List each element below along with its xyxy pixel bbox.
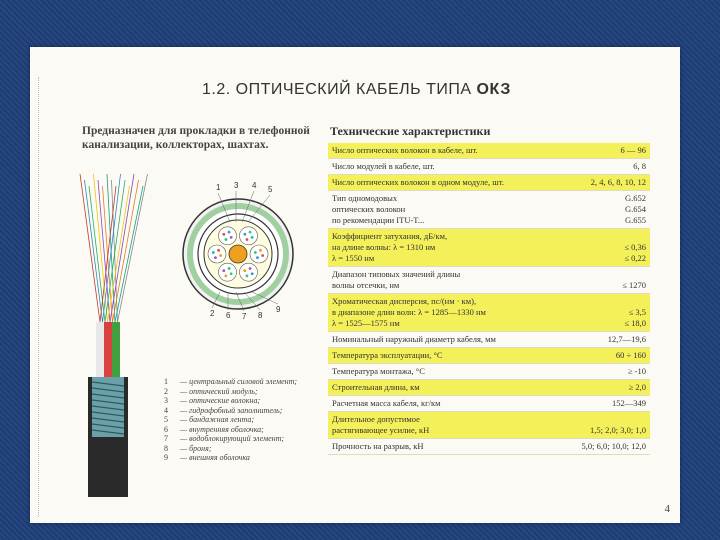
legend-item bbox=[164, 434, 324, 444]
legend-text: — оптический модуль; bbox=[180, 386, 258, 396]
module-green bbox=[112, 322, 120, 377]
spec-label: Длительное допустимое растягивающее усилие, кН bbox=[332, 414, 430, 435]
legend-number: 7 bbox=[164, 434, 168, 443]
legend-number: 4 bbox=[164, 405, 168, 415]
fiber-dot bbox=[246, 238, 249, 241]
callout-number: 7 bbox=[242, 312, 247, 321]
spec-row bbox=[328, 439, 650, 455]
fiber-dot bbox=[259, 249, 262, 252]
spec-value: 6, 8 bbox=[633, 161, 646, 171]
spec-row bbox=[328, 332, 650, 348]
legend bbox=[164, 377, 324, 463]
legend-item bbox=[164, 406, 324, 416]
spec-label: Число модулей в кабеле, шт. bbox=[332, 161, 435, 171]
spec-value: 60 ÷ 160 bbox=[615, 350, 646, 360]
legend-item bbox=[164, 387, 324, 397]
legend-text: — гидрофобный заполнитель; bbox=[180, 405, 283, 415]
optical-module bbox=[219, 263, 237, 281]
legend-number: 1 bbox=[164, 377, 168, 386]
spec-label: Строительная длина, км bbox=[332, 382, 420, 392]
fiber-dot bbox=[225, 274, 228, 277]
optical-module bbox=[250, 245, 268, 263]
spec-label: Температура монтажа, °С bbox=[332, 366, 425, 376]
fiber-line bbox=[103, 174, 121, 322]
spec-label: Температура эксплуатации, °С bbox=[332, 350, 443, 360]
legend-number: 3 bbox=[164, 396, 168, 405]
spec-value: ≥ 2,0 bbox=[628, 382, 646, 392]
fiber-dot bbox=[219, 254, 222, 257]
cross-section-diagram bbox=[170, 182, 310, 322]
optical-module bbox=[219, 227, 237, 245]
legend-number: 6 bbox=[164, 424, 168, 434]
fiber-dot bbox=[222, 233, 225, 236]
spec-label: Число оптических волокон в кабеле, шт. bbox=[332, 145, 478, 155]
spec-row bbox=[328, 412, 650, 439]
spec-value: 2, 4, 6, 8, 10, 12 bbox=[590, 177, 646, 187]
spec-row bbox=[328, 175, 650, 191]
fiber-line bbox=[113, 180, 139, 322]
callout-number: 3 bbox=[234, 182, 239, 190]
spec-value: 5,0; 6,0; 10,0; 12,0 bbox=[581, 441, 646, 451]
spec-value: ≥ -10 bbox=[627, 366, 646, 376]
spec-label: Диапазон типовых значений длины волны отсечки, нм bbox=[332, 269, 461, 290]
legend-item bbox=[164, 415, 324, 425]
intro-text: Предназначен для прокладки в телефонной канализации, коллекторах, шахтах. bbox=[82, 125, 310, 151]
left-margin-dots bbox=[38, 77, 41, 517]
legend-item bbox=[164, 377, 324, 387]
spec-row bbox=[328, 159, 650, 175]
spec-value: 1,5; 2,0; 3,0; 1,0 bbox=[590, 425, 646, 435]
legend-item bbox=[164, 425, 324, 435]
spec-row bbox=[328, 229, 650, 267]
fiber-dot bbox=[251, 272, 254, 275]
spec-row bbox=[328, 364, 650, 380]
spec-label: Тип одномодовых оптических волокон по рекомендации ITU-T... bbox=[332, 193, 425, 225]
callout-number: 2 bbox=[210, 309, 215, 318]
spec-row bbox=[328, 191, 650, 229]
fiber-dot bbox=[228, 231, 231, 234]
title-bold: ОКЗ bbox=[476, 81, 511, 98]
legend-text: — бандажная лента; bbox=[180, 415, 255, 424]
callout-number: 4 bbox=[252, 182, 257, 190]
legend-text: — центральный силовой элемент; bbox=[180, 377, 298, 386]
fiber-dot bbox=[214, 256, 217, 259]
legend-item bbox=[164, 396, 324, 406]
spec-value: ≤ 0,36 ≤ 0,22 bbox=[624, 242, 646, 263]
legend-number: 8 bbox=[164, 443, 168, 453]
fiber-dot bbox=[251, 236, 254, 239]
fiber-dot bbox=[261, 254, 264, 257]
legend-text: — внутренняя оболочка; bbox=[180, 424, 264, 434]
fiber-dot bbox=[249, 231, 252, 234]
legend-number: 9 bbox=[164, 453, 168, 462]
spec-label: Хроматическая дисперсия, пс/(нм · км), в диапазоне длин волн: λ = 1285—1330 нм λ = 1525—1575 нм bbox=[332, 296, 486, 328]
page-title bbox=[202, 81, 511, 99]
title-prefix: 1.2. ОПТИЧЕСКИЙ КАБЕЛЬ ТИПА bbox=[202, 81, 477, 98]
fiber-dot bbox=[256, 256, 259, 259]
legend-item bbox=[164, 453, 324, 463]
callout-number: 6 bbox=[226, 311, 231, 320]
module-red bbox=[104, 322, 112, 377]
fiber-dot bbox=[212, 251, 215, 254]
spec-table bbox=[328, 143, 650, 455]
legend-item bbox=[164, 444, 324, 454]
spec-value: 6 — 96 bbox=[620, 145, 646, 155]
cable-illustration bbox=[70, 172, 165, 497]
legend-text: — водоблокирующий элемент; bbox=[180, 434, 285, 443]
spec-value: G.652 G.654 G.655 bbox=[624, 193, 646, 225]
spec-row bbox=[328, 143, 650, 159]
fiber-dot bbox=[230, 272, 233, 275]
slide bbox=[30, 47, 680, 523]
spec-value: ≤ 3,5 ≤ 18,0 bbox=[624, 307, 646, 328]
spec-label: Расчетная масса кабеля, кг/км bbox=[332, 398, 441, 408]
optical-module bbox=[240, 227, 258, 245]
optical-module bbox=[208, 245, 226, 263]
fiber-dot bbox=[243, 233, 246, 236]
legend-text: — броня; bbox=[180, 443, 212, 453]
module-white bbox=[96, 322, 104, 377]
spec-row bbox=[328, 396, 650, 412]
fiber-dot bbox=[228, 267, 231, 270]
fiber-dot bbox=[225, 238, 228, 241]
page-number: 4 bbox=[664, 503, 670, 515]
fiber-dot bbox=[217, 249, 220, 252]
fiber-dot bbox=[243, 269, 246, 272]
spec-row bbox=[328, 380, 650, 396]
spec-value: 12,7—19,6 bbox=[607, 334, 646, 344]
callout-number: 8 bbox=[258, 311, 263, 320]
legend-number: 5 bbox=[164, 415, 168, 424]
spec-title: Технические характеристики bbox=[330, 124, 491, 138]
legend-text: — оптические волокна; bbox=[180, 396, 261, 405]
legend-number: 2 bbox=[164, 386, 168, 396]
fiber-dot bbox=[230, 236, 233, 239]
fiber-dot bbox=[222, 269, 225, 272]
optical-module bbox=[240, 263, 258, 281]
spec-label: Число оптических волокон в одном модуле, шт. bbox=[332, 177, 505, 187]
fiber-dot bbox=[249, 267, 252, 270]
callout-number: 1 bbox=[216, 183, 221, 192]
fiber-dot bbox=[246, 274, 249, 277]
legend-text: — внешняя оболочка bbox=[180, 453, 250, 462]
central-strength-member bbox=[229, 245, 247, 263]
fiber-dot bbox=[254, 251, 257, 254]
callout-number: 5 bbox=[268, 185, 273, 194]
spec-value: 152—349 bbox=[612, 398, 646, 408]
spec-label: Прочность на разрыв, кН bbox=[332, 441, 424, 451]
spec-label: Номинальный наружный диаметр кабеля, мм bbox=[332, 334, 496, 344]
spec-label: Коэффициент затухания, дБ/км, на длине волны: λ = 1310 нм λ = 1550 нм bbox=[332, 231, 448, 263]
spec-row bbox=[328, 348, 650, 364]
spec-row bbox=[328, 267, 650, 294]
spec-row bbox=[328, 294, 650, 332]
spec-value: ≤ 1270 bbox=[622, 280, 646, 290]
callout-number: 9 bbox=[276, 305, 281, 314]
